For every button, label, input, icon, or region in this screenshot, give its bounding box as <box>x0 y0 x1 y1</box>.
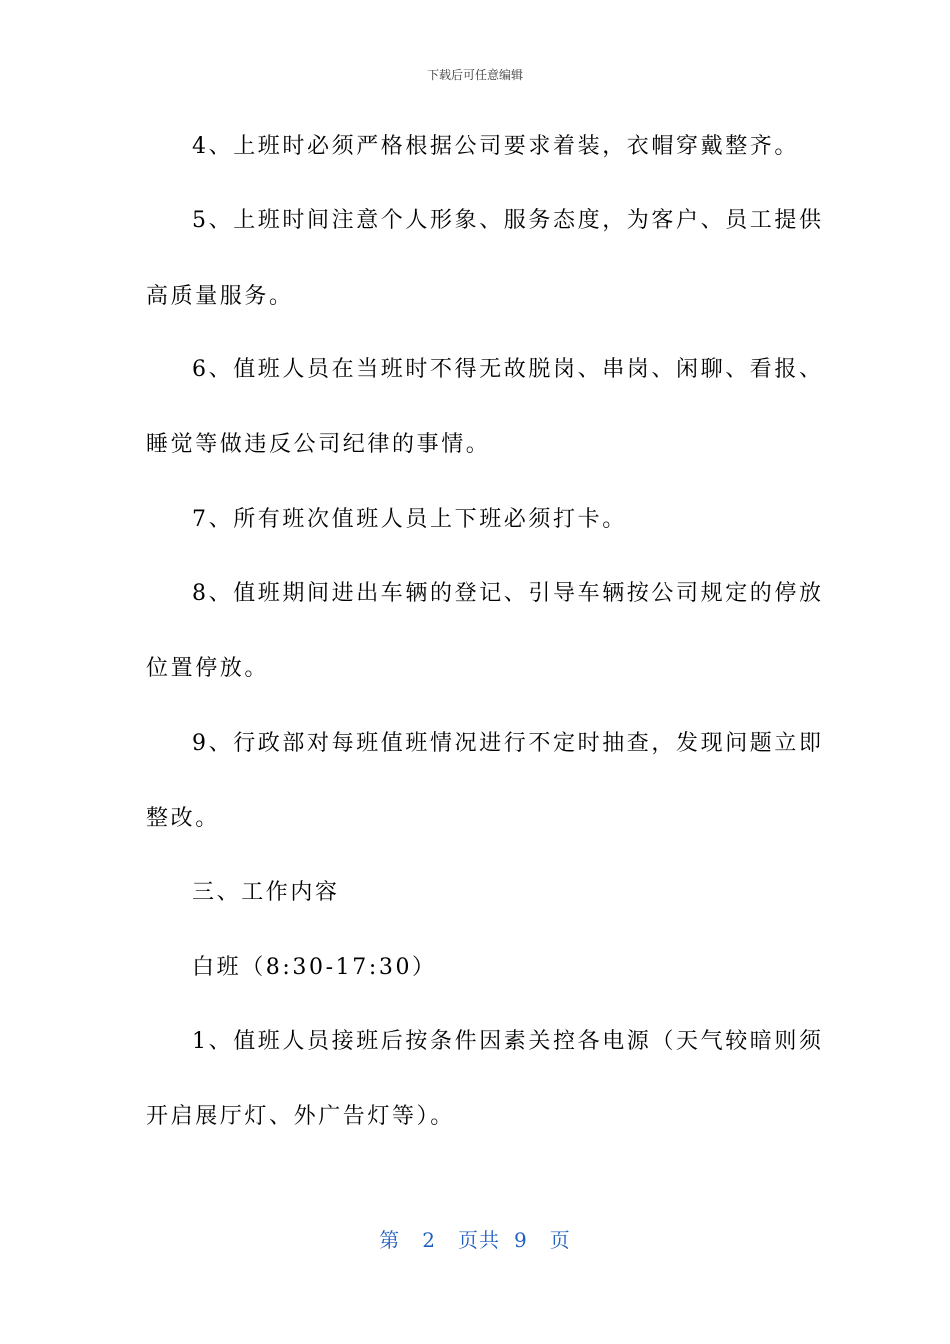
paragraph-line: 6、值班人员在当班时不得无故脱岗、串岗、闲聊、看报、 <box>192 357 824 382</box>
footer-total-pages: 9 <box>514 1228 528 1252</box>
footer-middle: 页共 <box>458 1228 500 1252</box>
paragraph-line: 7、所有班次值班人员上下班必须打卡。 <box>192 507 627 532</box>
paragraph-line: 整改。 <box>146 806 220 831</box>
paragraph-line: 5、上班时间注意个人形象、服务态度，为客户、员工提供 <box>192 208 824 233</box>
paragraph-line: 高质量服务。 <box>146 284 294 309</box>
footer-page-number: 2 <box>422 1228 436 1252</box>
paragraph-line: 开启展厅灯、外广告灯等）。 <box>146 1104 455 1129</box>
footer-suffix: 页 <box>549 1228 571 1252</box>
paragraph-line: 4、上班时必须严格根据公司要求着装，衣帽穿戴整齐。 <box>192 134 799 159</box>
footer-prefix: 第 <box>379 1228 401 1252</box>
paragraph-line: 位置停放。 <box>146 656 270 681</box>
paragraph-line: 9、行政部对每班值班情况进行不定时抽查，发现问题立即 <box>192 731 824 756</box>
page-header: 下载后可任意编辑 <box>426 68 523 82</box>
paragraph-line: 8、值班期间进出车辆的登记、引导车辆按公司规定的停放 <box>192 581 824 606</box>
paragraph-line: 1、值班人员接班后按条件因素关控各电源（天气较暗则须 <box>192 1029 824 1054</box>
page-footer <box>0 1226 950 1254</box>
subsection-heading: 白班（8:30-17:30） <box>192 955 437 980</box>
paragraph-line: 睡觉等做违反公司纪律的事情。 <box>146 432 491 457</box>
section-heading: 三、工作内容 <box>192 880 340 905</box>
